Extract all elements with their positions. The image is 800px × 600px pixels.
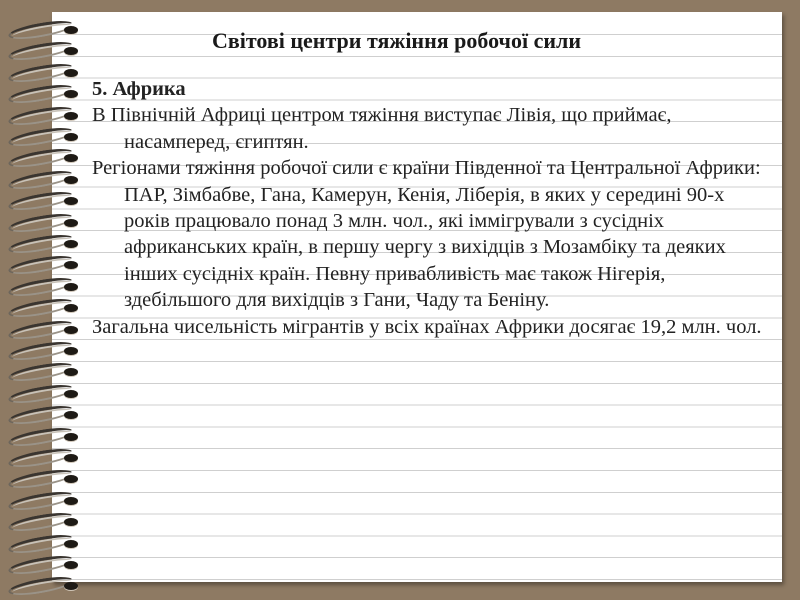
spiral-ring <box>8 427 88 447</box>
spiral-ring <box>8 491 88 511</box>
spiral-ring <box>8 512 88 532</box>
spiral-ring <box>8 298 88 318</box>
paragraph-total-migrants: Загальна чисельність мігрантів у всіх країнах Африки досягає 19,2 млн. чол. <box>92 315 762 338</box>
spiral-ring <box>8 320 88 340</box>
slide-content <box>92 76 772 340</box>
spiral-ring <box>8 234 88 254</box>
spiral-ring <box>8 213 88 233</box>
spiral-ring <box>8 448 88 468</box>
paragraph-south-central-africa: Регіонами тяжіння робочої сили є країни Південної та Центральної Африки: ПАР, Зімбабве, Гана, Камерун, Кенія, Ліберія, в яких у середині 90-х років працювало понад 3 млн. чол., які іммігрували з сусідніх африканських країн, в першу чергу з вихідців з Мозамбіку та деяких інших сусідніх країн. Певну привабливість має також Нігерія, здебільшого для вихідців з Гани, Чаду та Беніну. <box>92 157 761 312</box>
spiral-ring <box>8 534 88 554</box>
spiral-ring <box>8 127 88 147</box>
spiral-ring <box>8 106 88 126</box>
spiral-ring <box>8 384 88 404</box>
paragraph-north-africa: В Північній Африці центром тяжіння виступає Лівія, що приймає, насамперед, єгиптян. <box>92 104 672 153</box>
spiral-ring <box>8 576 88 596</box>
spiral-ring <box>8 191 88 211</box>
spiral-ring <box>8 555 88 575</box>
spiral-ring <box>8 255 88 275</box>
spiral-ring <box>8 170 88 190</box>
spiral-ring <box>8 148 88 168</box>
spiral-ring <box>8 362 88 382</box>
spiral-ring <box>8 469 88 489</box>
spiral-ring <box>8 277 88 297</box>
spiral-ring <box>8 20 88 40</box>
spiral-ring <box>8 84 88 104</box>
spiral-ring <box>8 405 88 425</box>
spiral-ring <box>8 41 88 61</box>
spiral-ring <box>8 63 88 83</box>
section-heading: 5. Африка <box>92 78 186 100</box>
spiral-ring <box>8 341 88 361</box>
slide-title: Світові центри тяжіння робочої сили <box>212 28 582 53</box>
